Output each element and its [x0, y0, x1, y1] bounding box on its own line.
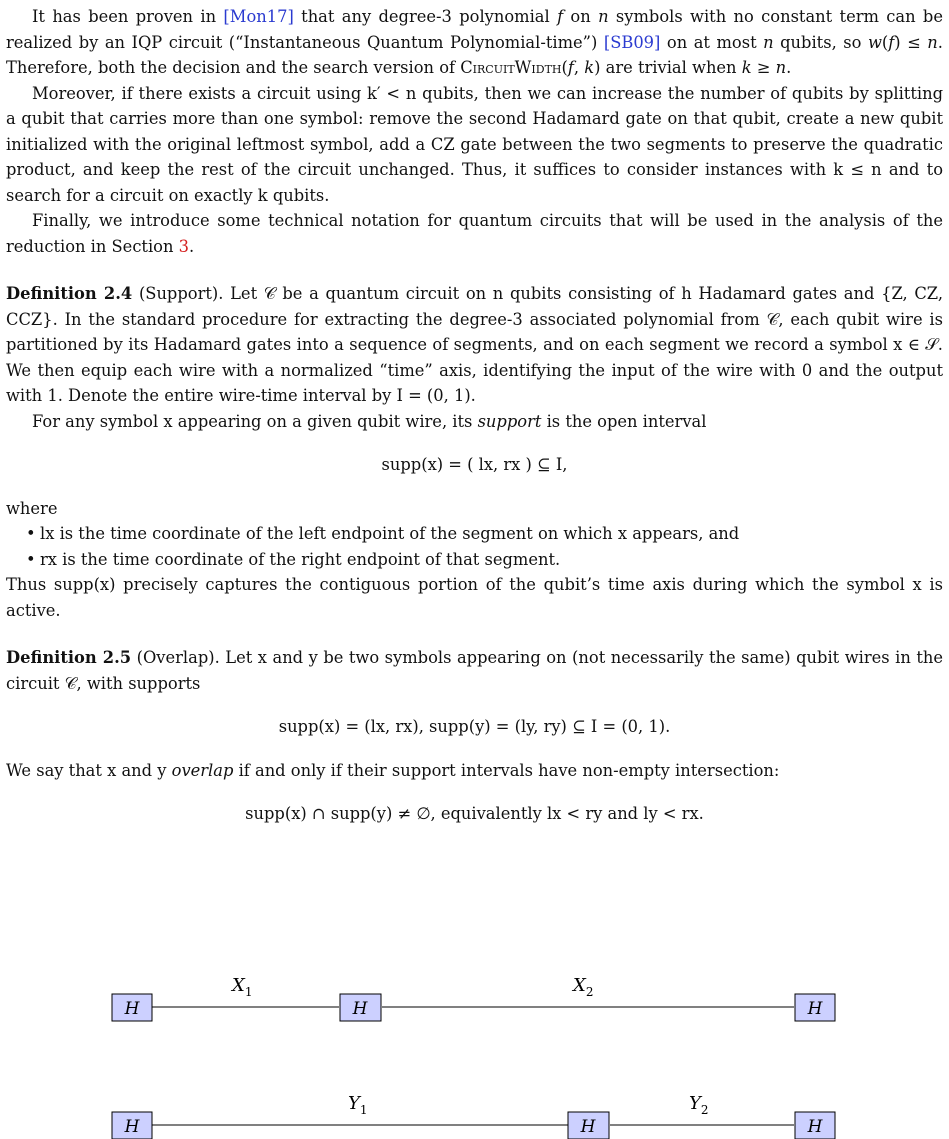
bullet-item-1: • lx is the time coordinate of the left endpoint of the segment on which x appears, and — [26, 521, 943, 547]
def-2-5-label: Definition 2.5 — [6, 648, 132, 667]
hadamard-gate — [568, 1112, 609, 1139]
symbol-label-y1: $Y_1$ — [348, 1093, 368, 1117]
paragraph-2: Moreover, if there exists a circuit using k′ < n qubits, then we can increase the number of qubits by splitting a qubit that carries more than one symbol: remove the second Hadamard gate on that qubit, create a new qubit initialized with the original leftmost symbol, add a CZ gate between the two segments to preserve the quadratic product, and keep the rest of the circuit unchanged. Thus, it suffices to consider instances with k ≤ n and to search for a circuit on exactly k qubits. — [6, 83, 943, 205]
hadamard-gate — [112, 994, 152, 1021]
def-2-5-display-eq-2: supp(x) ∩ supp(y) ≠ ∅, equivalently lx < ry and ly < rx. — [245, 804, 704, 823]
def-2-4-display-eq: supp(x) = ( lx, rx ) ⊆ I, — [381, 455, 568, 474]
svg-text:H: H — [124, 1117, 140, 1137]
paragraph-1: It has been proven in [Mon17] that any degree-3 polynomial f on n symbols with no constant term can be realized by an IQP circuit (“Instantaneous Quantum Polynomial-time”) [SB09] on at most n qubits, so w(f) ≤ n. Therefore, both the decision and the search version of CircuitWidth(f, k) are trivial when k ≥ n. — [6, 7, 943, 77]
section-ref[interactable]: 3 — [178, 236, 190, 256]
def-2-4-label: Definition 2.4 — [6, 284, 133, 303]
circuit-diagram — [0, 919, 949, 1139]
def-2-5-overlap-line: We say that x and y overlap if and only if their support intervals have non-empty intersection: — [6, 760, 780, 780]
citation-sb09[interactable]: [SB09] — [603, 32, 661, 52]
hadamard-gate — [112, 1112, 152, 1139]
def-2-5-display-eq: supp(x) = (lx, rx), supp(y) = (ly, ry) ⊆ I = (0, 1). — [278, 717, 671, 736]
paper-page — [6, 0, 943, 845]
symbol-label-y2: $Y_2$ — [689, 1093, 709, 1117]
citation-mon17[interactable]: [Mon17] — [223, 7, 294, 26]
where-label: where — [6, 498, 58, 518]
bullet-list — [6, 521, 943, 572]
def-2-4-support-line: For any symbol x appearing on a given qubit wire, its support is the open interval — [32, 411, 707, 431]
definition-2-5: Definition 2.5 (Overlap). Let x and y be two symbols appearing on (not necessarily the same) qubit wires in the circuit 𝒞, with supports — [6, 648, 943, 693]
hadamard-gate — [340, 994, 381, 1021]
symbol-label-x2: $X_2$ — [573, 975, 594, 999]
svg-text:H: H — [352, 999, 368, 1019]
symbol-label-x1: $X_1$ — [232, 975, 253, 999]
svg-text:H: H — [580, 1117, 596, 1137]
svg-text:H: H — [124, 999, 140, 1019]
svg-text:H: H — [807, 999, 823, 1019]
svg-text:H: H — [807, 1117, 823, 1137]
hadamard-gate — [795, 994, 835, 1021]
paragraph-3: Finally, we introduce some technical notation for quantum circuits that will be used in the analysis of the reduction in Section 3. — [6, 211, 943, 256]
hadamard-gate — [795, 1112, 835, 1139]
bullet-item-2: • rx is the time coordinate of the right endpoint of that segment. — [26, 547, 943, 573]
definition-2-4: Definition 2.4 (Support). Let 𝒞 be a quantum circuit on n qubits consisting of h Hadamard gates and {Z, CZ, CCZ}. In the standard procedure for extracting the degree-3 associated polynomial from 𝒞, each qubit wire is partitioned by its Hadamard gates into a sequence of segments, and on each segment we record a symbol x ∈ 𝒮. We then equip each wire with a normalized “time” axis, identifying the input of the wire with 0 and the output with 1. Denote the entire wire-time interval by I = (0, 1). — [6, 284, 943, 405]
def-2-4-closing: Thus supp(x) precisely captures the contiguous portion of the qubit’s time axis during which the symbol x is active. — [6, 575, 943, 620]
